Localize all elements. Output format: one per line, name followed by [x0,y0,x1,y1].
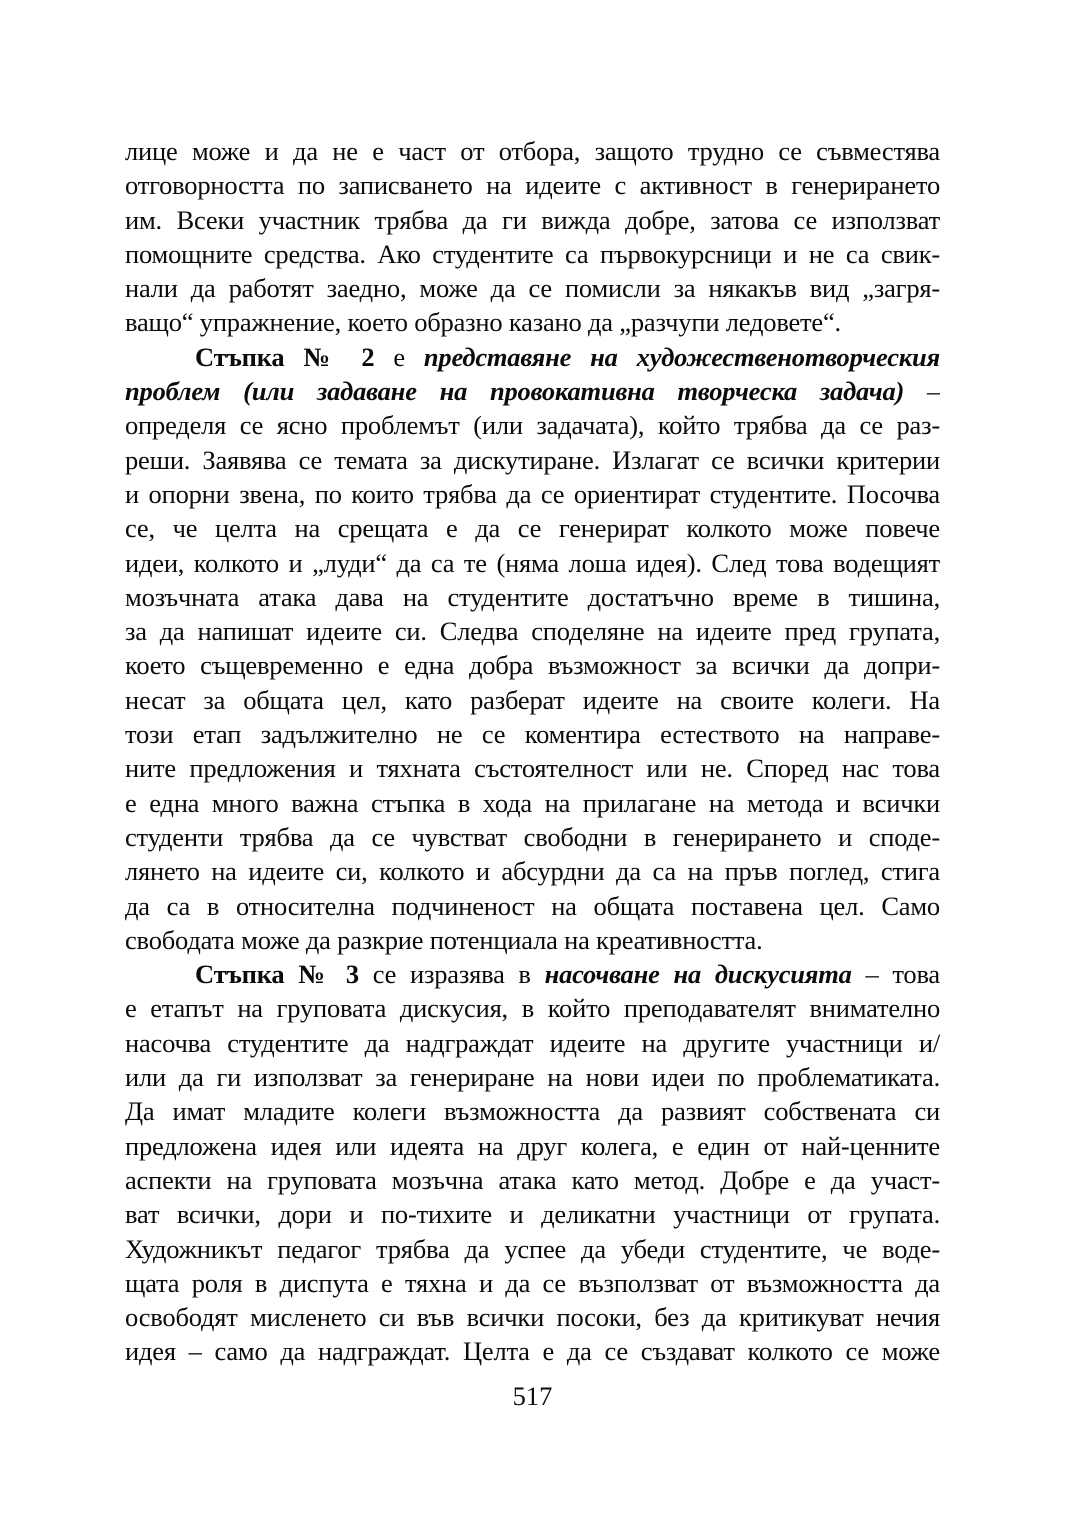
text-run: ващо“ упражнение, което образно казано да „разчупи ледовете“. [125,307,841,338]
text-run: идеи, колкото и „луди“ да са те (няма лоша идея). След това водещият [125,547,940,578]
page-number: 517 [512,1381,553,1411]
text-run: се изразява в [358,959,545,990]
text-line [125,991,940,1025]
text-line [125,1300,940,1334]
text-line [125,271,940,305]
text-run: за да напишат идеите си. Следва споделяне на идеите пред групата, [125,616,940,647]
text-line [125,923,940,957]
text-run: лице може и да не е част от отбора, защото трудно се съвместява [125,136,940,166]
text-line [125,854,940,888]
text-run: нали да работят заедно, може да се помисли за някакъв вид „загря- [125,273,940,304]
text-run: освободят мисленето си във всички посоки, без да критикуват нечия [125,1302,940,1333]
text-run: определя се ясно проблемът (или задачата), който трябва да се раз- [125,410,940,441]
paragraph [125,134,940,340]
text-line [125,374,940,408]
text-line [125,717,940,751]
text-run: или да ги използват за генериране на нови идеи по проблематиката. [125,1062,940,1093]
text-run: им. Всеки участник трябва да ги вижда добре, затова се използват [125,204,940,235]
text-line [125,1094,940,1128]
text-line [125,134,940,168]
text-line [125,786,940,820]
text-run: помощните средства. Ако студентите са първокурсници и не са свик- [125,238,940,269]
text-run: да са в относителна подчиненост на общата поставена цел. Само [125,890,940,921]
text-run: ват всички, дори и по-тихите и деликатни участници от групата. [125,1199,940,1230]
text-line [125,305,940,339]
text-line [125,1334,940,1368]
text-run: ните предложения и тяхната състоятелност или не. Според нас това [125,753,940,784]
text-run: насочва студентите да надграждат идеите на другите участници и/ [125,1027,940,1058]
body-text [125,134,940,1369]
text-line [125,477,940,511]
paragraph [125,340,940,957]
text-run: предложена идея или идеята на друг колега, е един от най-ценните [125,1130,940,1161]
text-line [125,1266,940,1300]
text-line [125,820,940,854]
text-line [125,580,940,614]
text-line [125,168,940,202]
text-run: мозъчната атака дава на студентите достатъчно време в тишина, [125,581,940,612]
text-line [125,203,940,237]
text-line [125,957,940,991]
text-run: представяне на художественотворческия [423,341,940,372]
text-run: свободата може да разкрие потенциала на креативността. [125,924,763,955]
text-line [125,1026,940,1060]
text-run: отговорността по записването на идеите с активност в генерирането [125,170,940,201]
text-run: и опорни звена, по които трябва да се ориентират студентите. Посочва [125,478,940,509]
text-run: студенти трябва да се чувстват свободни в генерирането и споде- [125,821,940,852]
text-run: Да имат младите колеги възможността да развият собствената си [125,1096,940,1127]
text-line [125,614,940,648]
text-line [125,889,940,923]
text-run: този етап задължително не се коментира естеството на направе- [125,719,940,750]
text-run: аспекти на груповата мозъчна атака като метод. Добре е да участ- [125,1164,940,1195]
text-run: което същевременно е една добра възможност за всички да допри- [125,650,940,681]
text-run: Стъпка № 2 [195,341,375,372]
text-run: Художникът педагог трябва да успее да убеди студентите, че воде- [125,1233,940,1264]
text-run: – [904,376,940,407]
text-run: проблем (или задаване на провокативна творческа задача) [125,376,905,407]
text-run: – това [851,959,940,990]
text-run: лянето на идеите си, колкото и абсурдни да са на пръв поглед, стига [125,856,940,887]
text-run: е една много важна стъпка в хода на прилагане на метода и всички [125,787,940,818]
text-line [125,546,940,580]
paragraph [125,957,940,1369]
text-run: реши. Заявява се темата за дискутиране. Излагат се всички критерии [125,444,940,475]
text-run: се, че целта на срещата е да се генерират колкото може повече [125,513,940,544]
text-run: щата роля в диспута е тяхна и да се възползват от възможността да [125,1267,940,1298]
text-line [125,511,940,545]
text-line [125,1129,940,1163]
text-line [125,237,940,271]
text-line [125,1197,940,1231]
text-run: Стъпка № 3 [195,959,359,990]
text-line [125,751,940,785]
text-run: идея – само да надграждат. Целта е да се създават колкото се може [125,1336,940,1367]
text-line [125,408,940,442]
text-run: е етапът на груповата дискусия, в който преподавателят внимателно [125,993,940,1024]
text-run: несат за общата цел, като разберат идеите на своите колеги. На [125,684,940,715]
text-run: е [374,341,424,372]
text-line [125,683,940,717]
text-line [125,648,940,682]
text-line [125,1060,940,1094]
text-line [125,340,940,374]
text-run: насочване на дискусията [544,959,852,990]
text-line [125,443,940,477]
text-line [125,1232,940,1266]
text-line [125,1163,940,1197]
